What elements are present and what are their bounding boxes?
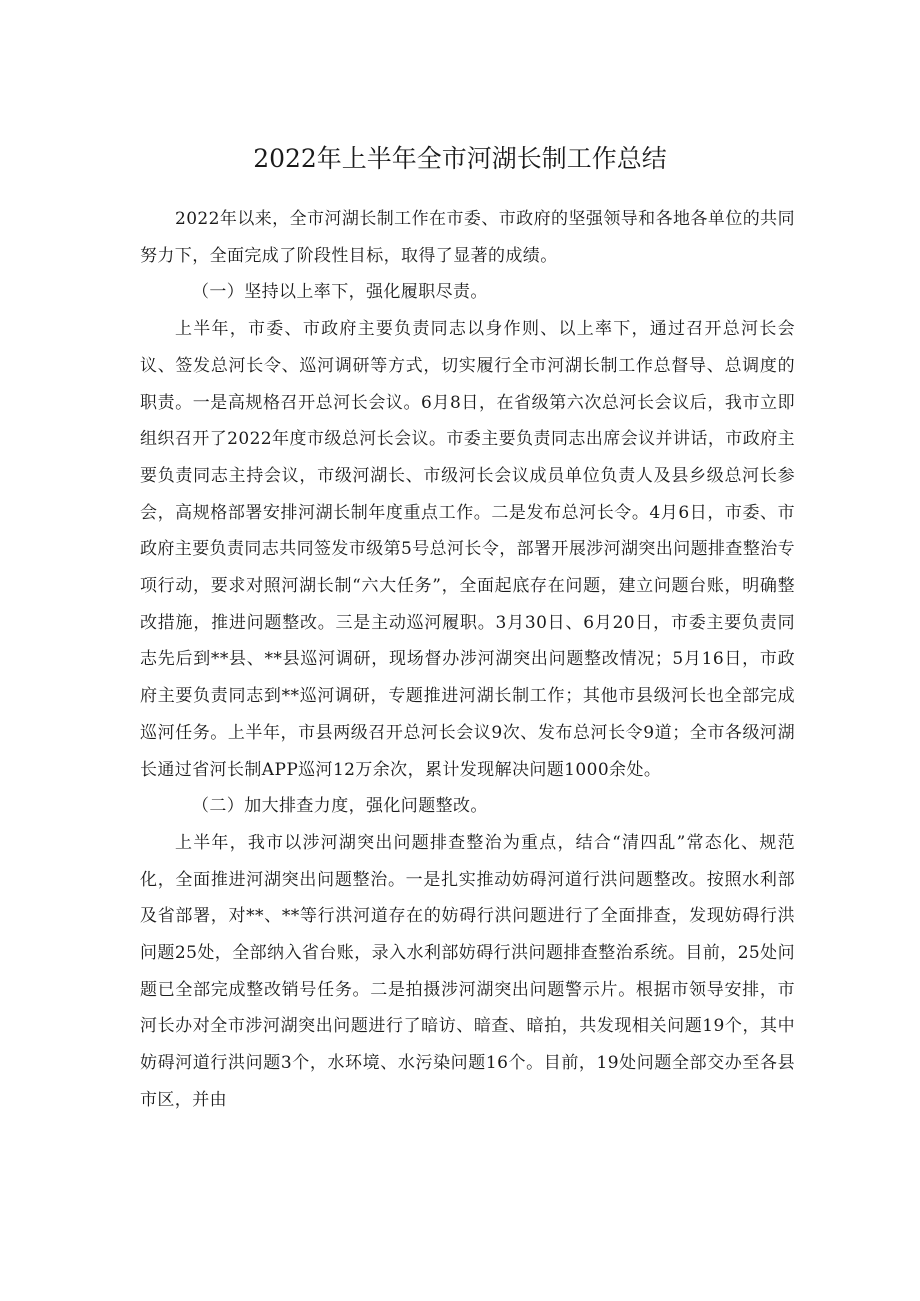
section-1-paragraph: 上半年，市委、市政府主要负责同志以身作则、以上率下，通过召开总河长会议、签发总河长令、巡河调研等方式，切实履行全市河湖长制工作总督导、总调度的职责。一是高规格召开总河长会议。6月8日，在省级第六次总河长会议后，我市立即组织召开了2022年度市级总河长会议。市委主要负责同志出席会议并讲话，市政府主要负责同志主持会议，市级河湖长、市级河长会议成员单位负责人及县乡级总河长参会，高规格部署安排河湖长制年度重点工作。二是发布总河长令。4月6日，市委、市政府主要负责同志共同签发市级第5号总河长令，部署开展涉河湖突出问题排查整治专项行动，要求对照河湖长制“六大任务”，全面起底存在问题，建立问题台账，明确整改措施，推进问题整改。三是主动巡河履职。3月30日、6月20日，市委主要负责同志先后到**县、**县巡河调研，现场督办涉河湖突出问题整改情况；5月16日，市政府主要负责同志到**巡河调研，专题推进河湖长制工作；其他市县级河长也全部完成巡河任务。上半年，市县两级召开总河长会议9次、发布总河长令9道；全市各级河湖长通过省河长制APP巡河12万余次，累计发现解决问题1000余处。 bbox=[140, 319, 796, 780]
document-title: 2022年上半年全市河湖长制工作总结 bbox=[253, 144, 667, 173]
intro-paragraph: 2022年以来，全市河湖长制工作在市委、市政府的坚强领导和各地各单位的共同努力下，全面完成了阶段性目标，取得了显著的成绩。 bbox=[140, 209, 795, 266]
section-heading-1: （一）坚持以上率下，强化履职尽责。 bbox=[192, 282, 488, 303]
document-body bbox=[140, 201, 795, 1119]
section-heading-2: （二）加大排查力度，强化问题整改。 bbox=[192, 796, 488, 817]
section-2-paragraph: 上半年，我市以涉河湖突出问题排查整治为重点，结合“清四乱”常态化、规范化，全面推进河湖突出问题整治。一是扎实推动妨碍河道行洪问题整改。按照水利部及省部署，对**、**等行洪河道存在的妨碍行洪问题进行了全面排查，发现妨碍行洪问题25处，全部纳入省台账，录入水利部妨碍行洪问题排查整治系统。目前，25处问题已全部完成整改销号任务。二是拍摄涉河湖突出问题警示片。根据市领导安排，市河长办对全市涉河湖突出问题进行了暗访、暗查、暗拍，共发现相关问题19个，其中妨碍河道行洪问题3个，水环境、水污染问题16个。目前，19处问题全部交办至各县市区，并由 bbox=[140, 832, 795, 1110]
